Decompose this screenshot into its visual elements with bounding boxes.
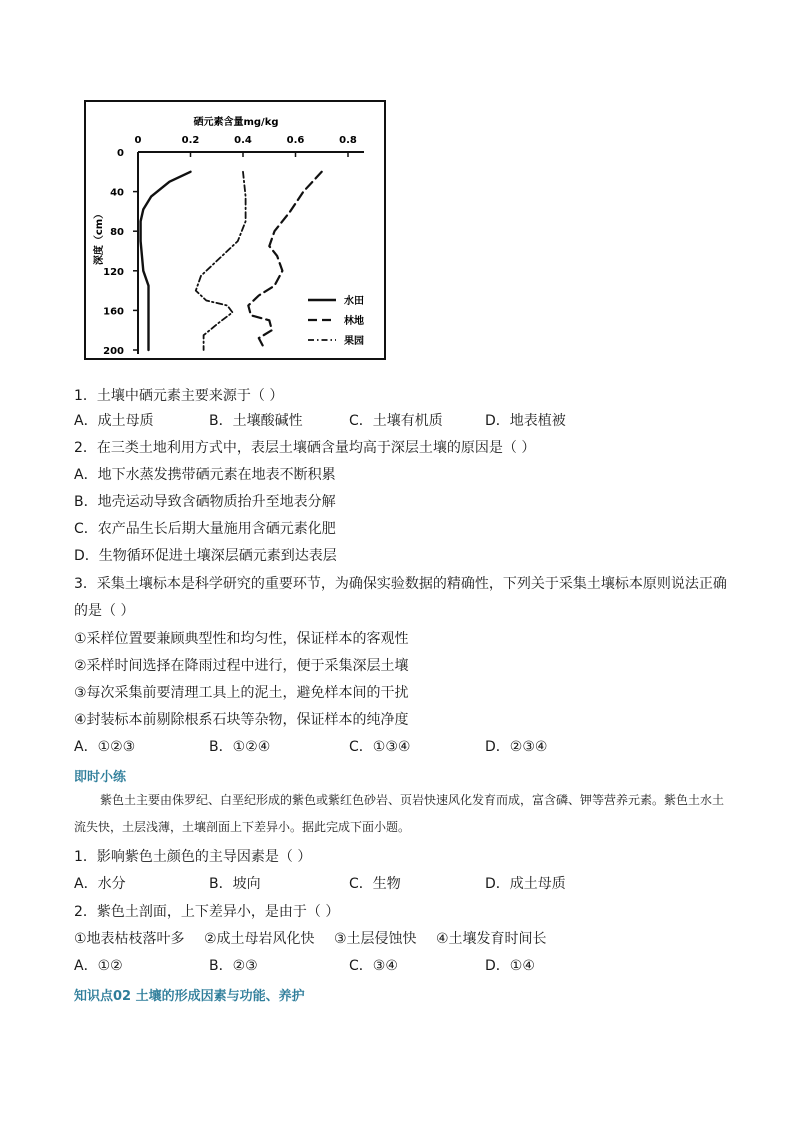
soil-selenium-chart <box>84 100 386 360</box>
q1-option-d: D．地表植被 <box>485 413 566 429</box>
p1-option-a: A．水分 <box>74 876 126 892</box>
series-line-3 <box>196 172 246 350</box>
y-tick-label: 120 <box>103 266 124 278</box>
q3-option-d: D．②③④ <box>485 739 548 755</box>
q3-statement-3: ③每次采集前要清理工具上的泥土，避免样本间的干扰 <box>74 685 409 701</box>
x-tick-label: 0 <box>134 135 142 146</box>
y-axis-label: 深度（cm） <box>94 208 105 266</box>
p1-option-c: C．生物 <box>349 876 401 892</box>
y-tick-label: 160 <box>103 306 124 318</box>
p2-statement-3: ③土层侵蚀快 <box>334 931 417 947</box>
p2-option-a: A．①② <box>74 958 123 974</box>
x-tick-label: 0.2 <box>181 135 200 146</box>
q3-stem-line2: 的是（ ） <box>74 603 135 619</box>
p2-statement-2: ②成土母岩风化快 <box>204 931 315 947</box>
q3-statement-2: ②采样时间选择在降雨过程中进行，便于采集深层土壤 <box>74 658 409 674</box>
y-tick-label: 40 <box>110 187 124 199</box>
q3-stem-line1: 3．采集土壤标本是科学研究的重要环节，为确保实验数据的精确性，下列关于采集土壤标本原则说法正确 <box>74 576 727 592</box>
p2-option-b: B．②③ <box>209 958 258 974</box>
chart-title: 硒元素含量mg/kg <box>193 117 279 128</box>
q3-option-c: C．①③④ <box>349 739 411 755</box>
series-line-2 <box>248 172 321 348</box>
legend-label-3: 果园 <box>344 336 364 347</box>
q1-option-b: B．土壤酸碱性 <box>209 413 303 429</box>
y-tick-label: 0 <box>117 148 124 159</box>
q3-statement-1: ①采样位置要兼顾典型性和均匀性，保证样本的客观性 <box>74 631 409 647</box>
q2-option-c: C．农产品生长后期大量施用含硒元素化肥 <box>74 521 336 537</box>
practice-title: 即时小练 <box>74 770 127 785</box>
p2-statement-1: ①地表枯枝落叶多 <box>74 931 185 947</box>
q3-statement-4: ④封装标本前剔除根系石块等杂物，保证样本的纯净度 <box>74 712 409 728</box>
q1-option-a: A．成土母质 <box>74 413 154 429</box>
p2-option-c: C．③④ <box>349 958 398 974</box>
q2-option-d: D．生物循环促进土壤深层硒元素到达表层 <box>74 548 337 564</box>
knowledge-point-02-title: 知识点02 土壤的形成因素与功能、养护 <box>74 989 305 1004</box>
y-tick-label: 80 <box>110 227 124 239</box>
y-tick-label: 200 <box>103 346 124 357</box>
p2-option-d: D．①④ <box>485 958 535 974</box>
p2-stem: 2．紫色土剖面，上下差异小，是由于（ ） <box>74 904 340 920</box>
q2-option-b: B．地壳运动导致含硒物质抬升至地表分解 <box>74 494 336 510</box>
q1-stem: 1．土壤中硒元素主要来源于（ ） <box>74 388 284 404</box>
p1-option-d: D．成土母质 <box>485 876 566 892</box>
practice-paragraph: 紫色土主要由侏罗纪、白垩纪形成的紫色或紫红色砂岩、页岩快速风化发育而成，富含磷、钾等营养元素。紫色土水土流失快，土层浅薄，土壤剖面上下差异小。据此完成下面小题。 <box>74 793 725 834</box>
p1-option-b: B．坡向 <box>209 876 261 892</box>
x-tick-label: 0.6 <box>286 135 305 146</box>
p1-stem: 1．影响紫色土颜色的主导因素是（ ） <box>74 849 312 865</box>
q1-option-c: C．土壤有机质 <box>349 413 443 429</box>
q3-option-a: A．①②③ <box>74 739 136 755</box>
p2-statement-4: ④土壤发育时间长 <box>436 931 547 947</box>
legend-label-1: 水田 <box>344 296 364 307</box>
x-tick-label: 0.4 <box>234 135 252 146</box>
q2-option-a: A．地下水蒸发携带硒元素在地表不断积累 <box>74 467 336 483</box>
x-tick-label: 0.8 <box>339 135 357 146</box>
q2-stem: 2．在三类土地利用方式中，表层土壤硒含量均高于深层土壤的原因是（ ） <box>74 440 536 456</box>
chart-canvas <box>86 102 384 358</box>
series-line-1 <box>141 172 191 350</box>
q3-option-b: B．①②④ <box>209 739 271 755</box>
legend-label-2: 林地 <box>344 316 364 327</box>
